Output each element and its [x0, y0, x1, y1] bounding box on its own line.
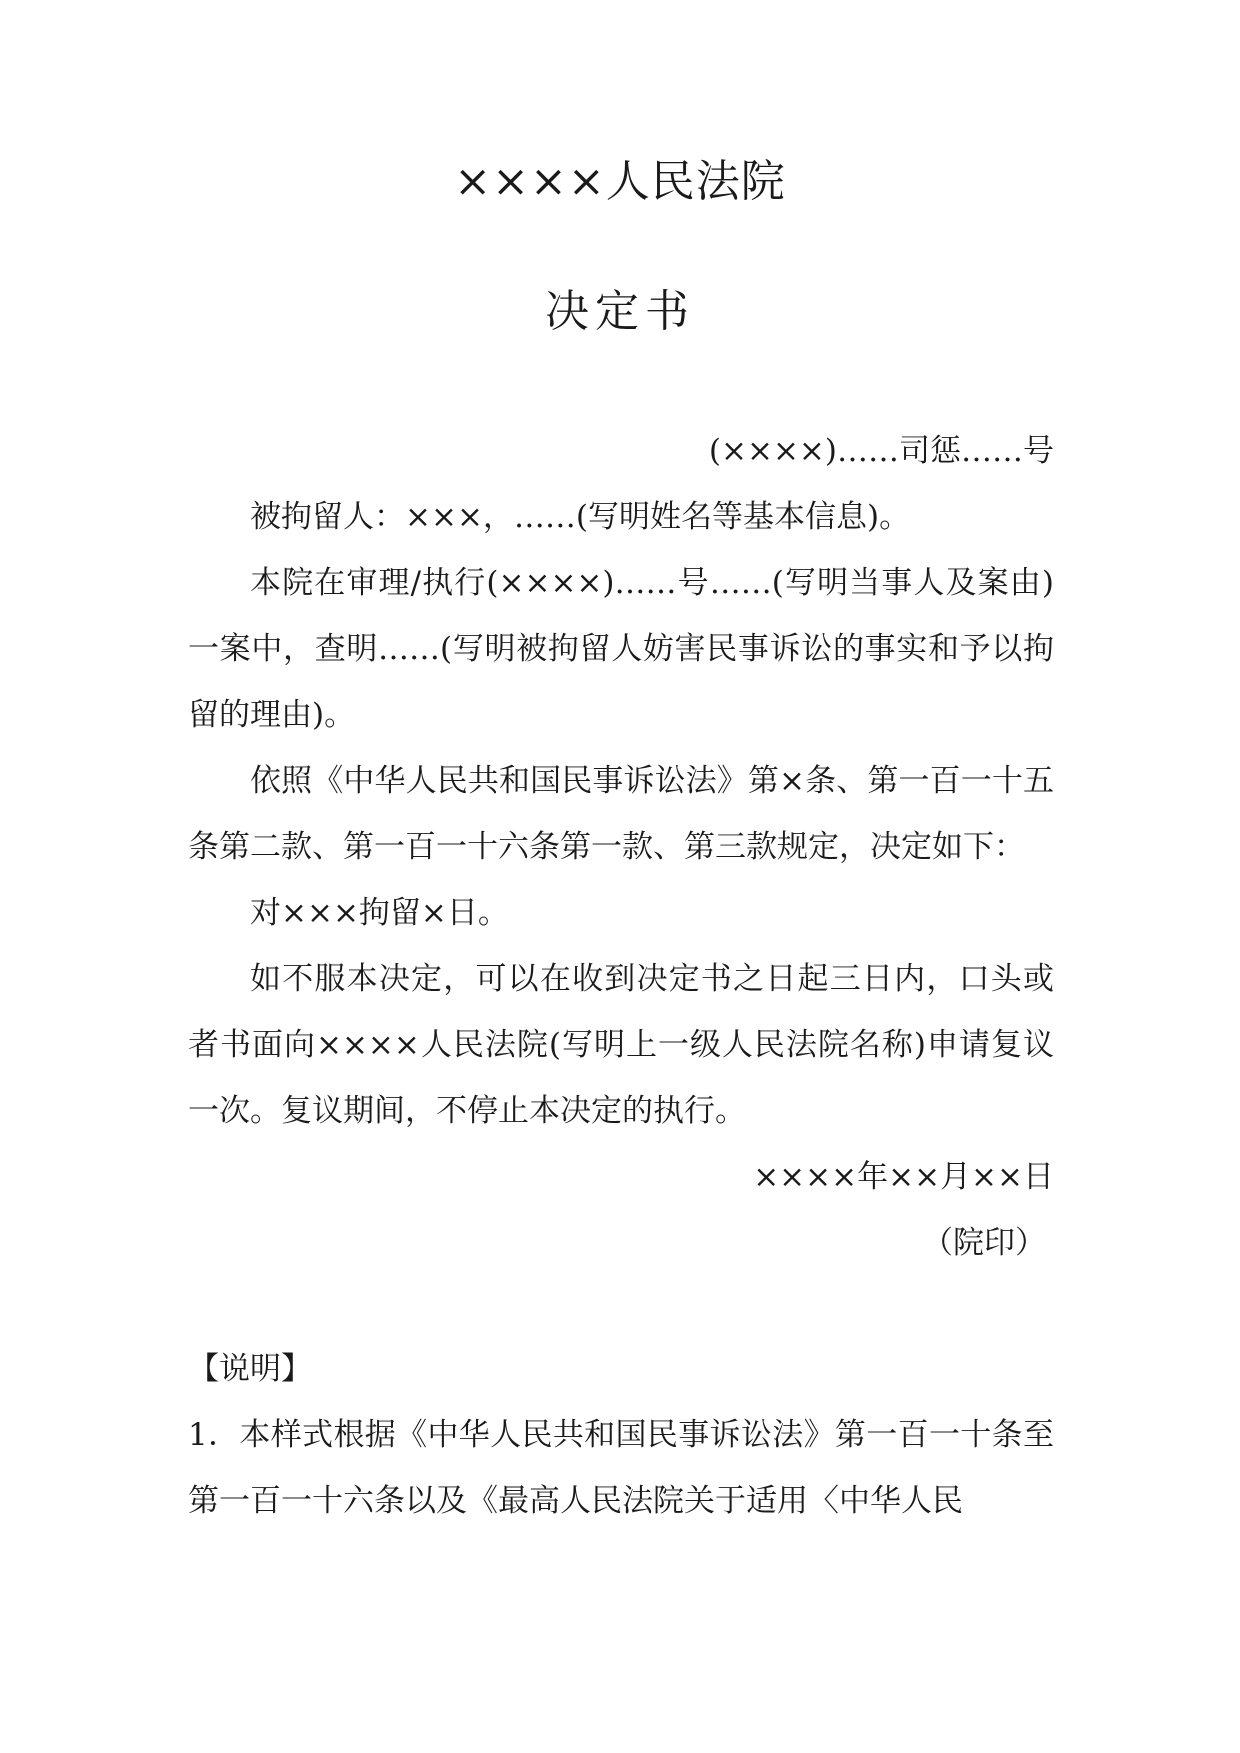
- facts-paragraph: 本院在审理/执行(××××)……号……(写明当事人及案由)一案中，查明……(写明被拘留人妨害民事诉讼的事实和予以拘留的理由)。: [188, 565, 1054, 733]
- notes-item-1: 1．本样式根据《中华人民共和国民事诉讼法》第一百一十条至第一百一十六条以及《最高人民法院关于适用〈中华人民: [188, 1417, 1054, 1519]
- document-body: [188, 418, 1054, 1534]
- appeal-paragraph: 如不服本决定，可以在收到决定书之日起三日内，口头或者书面向××××人民法院(写明上一级人民法院名称)申请复议一次。复议期间，不停止本决定的执行。: [188, 961, 1054, 1129]
- document-title: 决定书: [545, 286, 695, 337]
- legal-basis-paragraph: 依照《中华人民共和国民事诉讼法》第×条、第一百一十五条第二款、第一百一十六条第一款、第三款规定，决定如下：: [188, 763, 1054, 865]
- decision-date: ××××年××月××日: [753, 1159, 1054, 1195]
- decision-paragraph: 对×××拘留×日。: [250, 895, 509, 931]
- court-seal: （院印）: [922, 1225, 1046, 1261]
- detainee-paragraph: 被拘留人：×××，……(写明姓名等基本信息)。: [250, 499, 911, 535]
- section-gap: [188, 1276, 1054, 1336]
- notes-heading: 【说明】: [188, 1351, 312, 1387]
- case-number: (××××)……司惩……号: [708, 433, 1054, 469]
- court-name: ××××人民法院: [454, 156, 786, 207]
